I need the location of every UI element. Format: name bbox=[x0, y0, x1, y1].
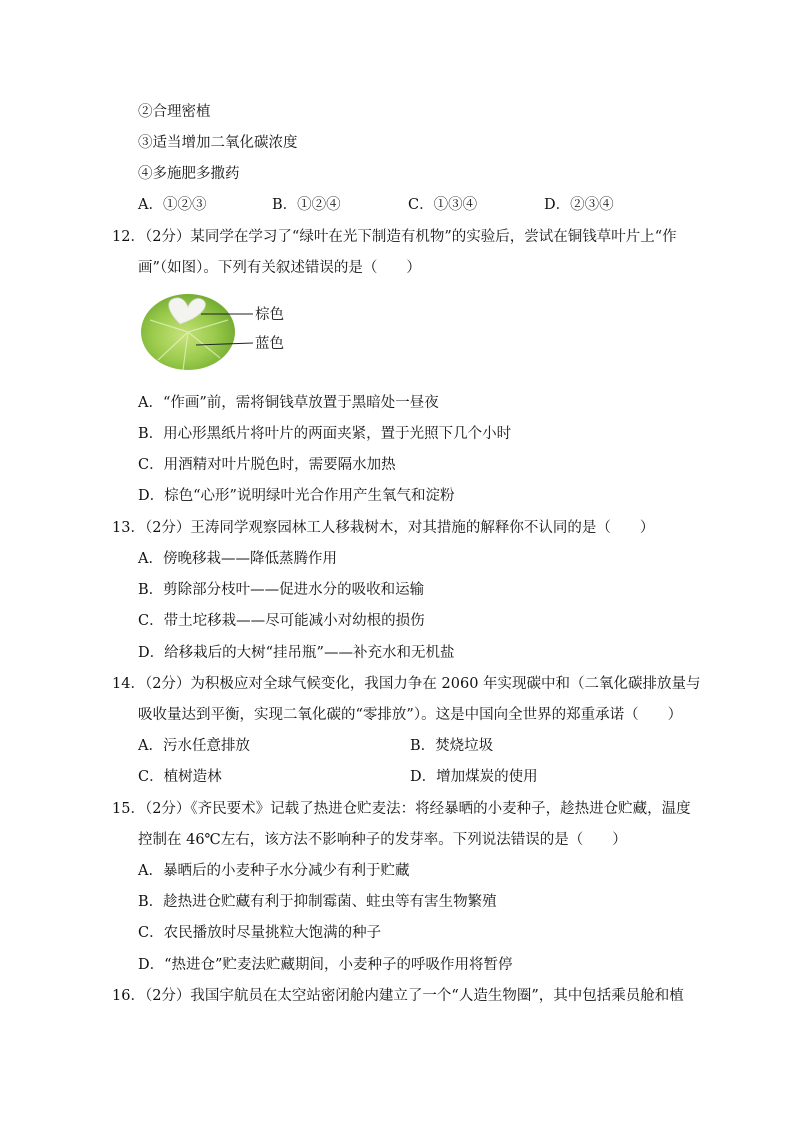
q16-stem-line-1: 16．（2分）我国宇航员在太空站密闭舱内建立了一个“人造生物圈”，其中包括乘员舱和植 bbox=[112, 988, 684, 1004]
label-brown: 棕色 bbox=[255, 307, 284, 323]
q15-stem-line-2: 控制在 46℃左右，该方法不影响种子的发芽率。下列说法错误的是（ ） bbox=[138, 832, 627, 848]
q13-option-a: A．傍晚移栽——降低蒸腾作用 bbox=[138, 551, 337, 567]
q15-stem-line-1: 15．（2分）《齐民要术》记载了热进仓贮麦法：将经暴晒的小麦种子，趁热进仓贮藏，温度 bbox=[112, 801, 691, 817]
q14-option-c: C．植树造林 bbox=[138, 769, 222, 785]
q12-stem-line-2: 画”（如图）。下列有关叙述错误的是（ ） bbox=[138, 260, 421, 276]
q15-option-a: A．暴晒后的小麦种子水分减少有利于贮藏 bbox=[138, 863, 410, 879]
q14-option-a: A．污水任意排放 bbox=[138, 738, 250, 754]
q14-option-b: B．焚烧垃圾 bbox=[410, 738, 494, 754]
q12-stem-line-1: 12．（2分）某同学在学习了“绿叶在光下制造有机物”的实验后，尝试在铜钱草叶片上“作 bbox=[112, 229, 677, 245]
q11-item-3: ③适当增加二氧化碳浓度 bbox=[138, 135, 298, 151]
q15-option-b: B．趁热进仓贮藏有利于抑制霉菌、蛀虫等有害生物繁殖 bbox=[138, 894, 497, 910]
q11-option-c: C．①③④ bbox=[408, 197, 478, 213]
q12-option-d: D．棕色“心形”说明绿叶光合作用产生氧气和淀粉 bbox=[138, 488, 455, 504]
q12-option-a: A．“作画”前，需将铜钱草放置于黑暗处一昼夜 bbox=[138, 395, 439, 411]
q11-item-2: ②合理密植 bbox=[138, 104, 211, 120]
q13-stem: 13．（2分）王涛同学观察园林工人移栽树木，对其措施的解释你不认同的是（ ） bbox=[112, 520, 655, 536]
q13-option-b: B．剪除部分枝叶——促进水分的吸收和运输 bbox=[138, 582, 425, 598]
q13-option-d: D．给移栽后的大树“挂吊瓶”——补充水和无机盐 bbox=[138, 645, 455, 661]
q15-option-c: C．农民播放时尽量挑粒大饱满的种子 bbox=[138, 925, 382, 941]
q15-option-d: D．“热进仓”贮麦法贮藏期间，小麦种子的呼吸作用将暂停 bbox=[138, 957, 513, 973]
q11-item-4: ④多施肥多撒药 bbox=[138, 166, 240, 182]
q11-option-d: D．②③④ bbox=[544, 197, 614, 213]
q14-stem-line-1: 14．（2分）为积极应对全球气候变化，我国力争在 2060 年实现碳中和（二氧化碳排放量与 bbox=[112, 676, 701, 692]
q14-option-d: D．增加煤炭的使用 bbox=[410, 769, 538, 785]
q14-stem-line-2: 吸收量达到平衡，实现二氧化碳的“零排放”）。这是中国向全世界的郑重承诺（ ） bbox=[138, 707, 683, 723]
q13-option-c: C．带土坨移栽——尽可能减小对幼根的损伤 bbox=[138, 613, 425, 629]
q12-option-c: C．用酒精对叶片脱色时，需要隔水加热 bbox=[138, 457, 396, 473]
leaf-figure bbox=[138, 290, 308, 372]
q11-option-b: B．①②④ bbox=[272, 197, 341, 213]
label-blue: 蓝色 bbox=[255, 336, 284, 352]
q12-option-b: B．用心形黑纸片将叶片的两面夹紧，置于光照下几个小时 bbox=[138, 426, 512, 442]
q11-option-a: A．①②③ bbox=[138, 197, 207, 213]
